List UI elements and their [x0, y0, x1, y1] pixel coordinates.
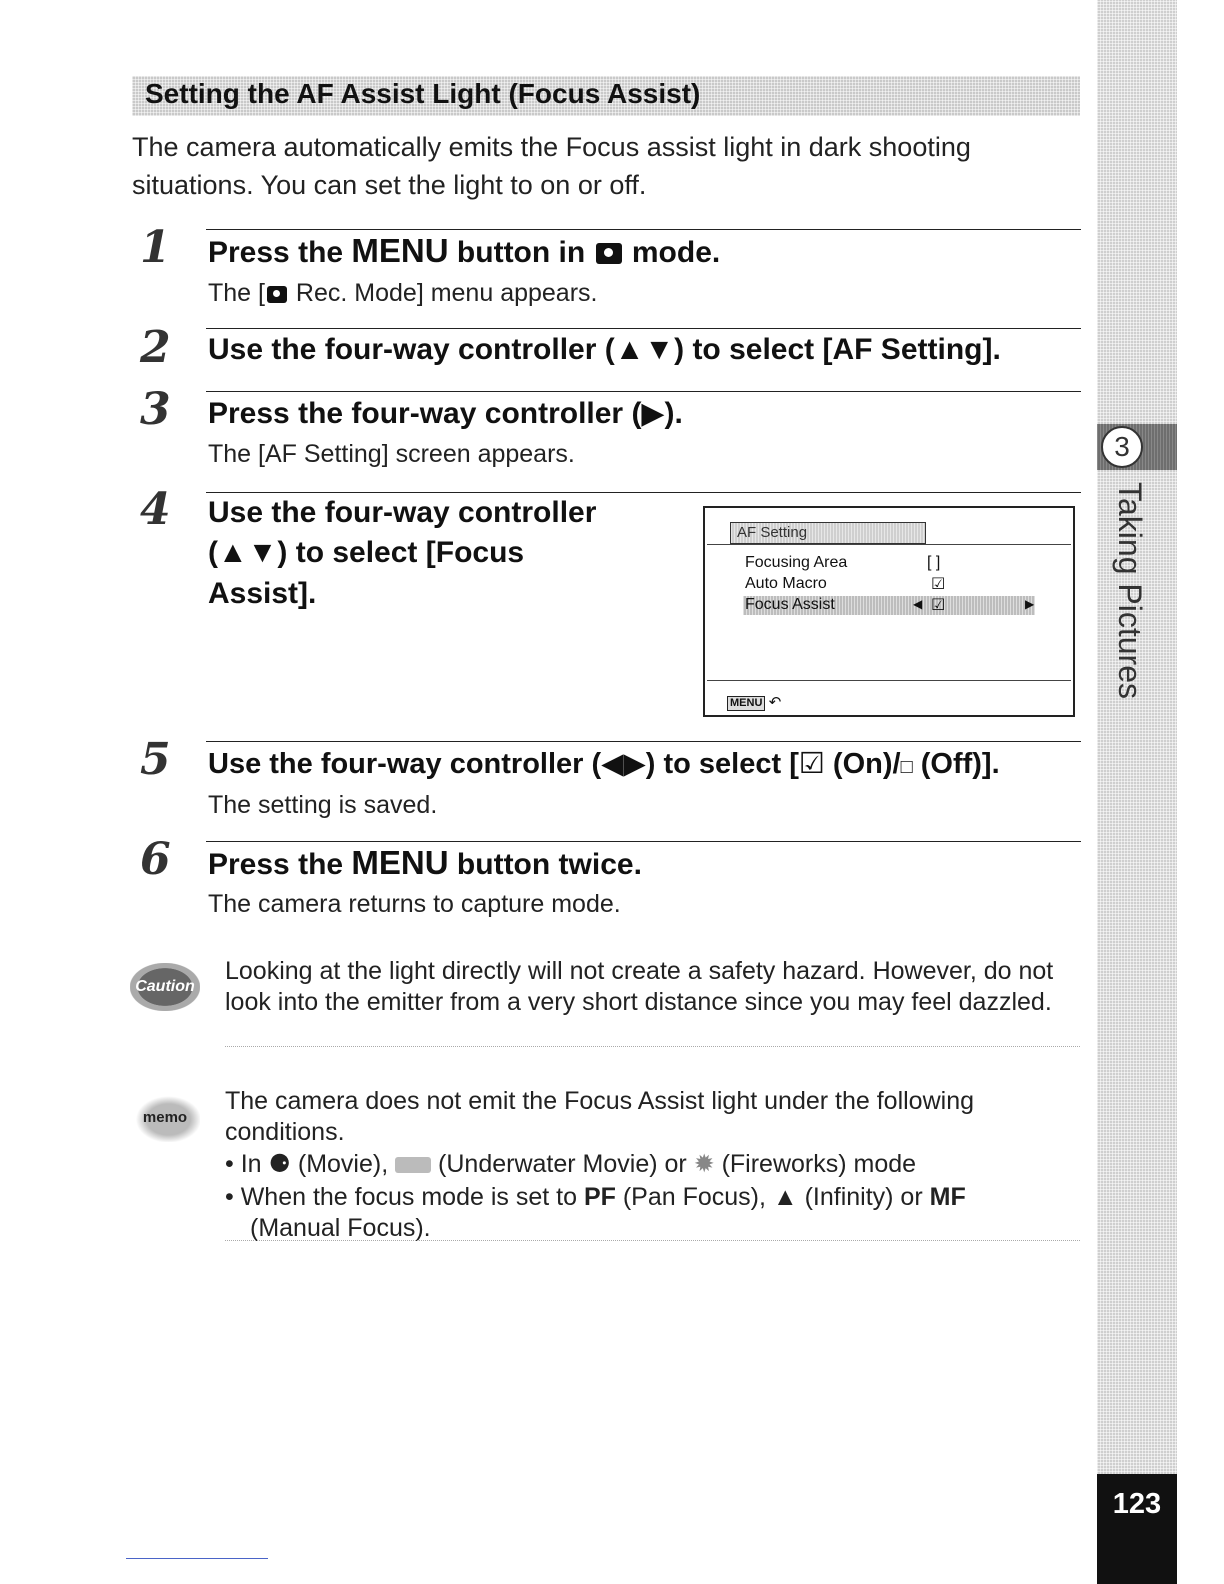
memo-bullet-text: • In — [225, 1150, 269, 1178]
menu-button-label: MENU — [351, 844, 449, 881]
memo-bullet-text: (Infinity) or — [797, 1183, 930, 1211]
step-1-desc — [208, 279, 597, 308]
lcd-row-focus-assist[interactable]: Focus Assist — [745, 596, 835, 613]
step-5-title-text: (Off)]. — [912, 748, 1000, 780]
step-5-desc: The setting is saved. — [208, 791, 438, 819]
footer-link-rule — [126, 1558, 268, 1559]
step-6-title — [208, 844, 642, 882]
step-divider — [206, 328, 1081, 329]
step-5-title-text: (On)/ — [824, 748, 901, 780]
step-number: 6 — [140, 834, 171, 885]
memo-bullet-text: • When the focus mode is set to — [225, 1183, 584, 1211]
caution-dotted-rule — [225, 1046, 1080, 1047]
memo-bullet-text: (Underwater Movie) or — [431, 1150, 694, 1178]
memo-bullet-text: (Pan Focus), — [615, 1183, 773, 1211]
checkbox-off-icon: □ — [900, 756, 913, 778]
step-4-title-line-2: (▲▼) to select [Focus — [208, 536, 525, 569]
back-arrow-icon[interactable]: ↶ — [768, 694, 782, 711]
lcd-value-auto-macro: ☑ — [931, 576, 946, 593]
right-arrow-icon[interactable]: ▶ — [1025, 597, 1035, 611]
menu-button-label: MENU — [351, 232, 449, 269]
pan-focus-label: PF — [583, 1183, 616, 1211]
memo-icon: memo — [130, 1092, 200, 1142]
step-6-title-text: Press the — [208, 848, 352, 881]
manual-focus-label: MF — [929, 1183, 966, 1211]
step-1-desc-text: Rec. Mode] menu appears. — [288, 279, 598, 307]
lcd-tab-af-setting[interactable]: AF Setting — [730, 522, 926, 544]
step-6-desc: The camera returns to capture mode. — [208, 890, 621, 918]
lcd-row-focusing-area[interactable]: Focusing Area — [745, 554, 848, 571]
infinity-icon: ▲ — [772, 1183, 798, 1211]
lcd-value-focus-assist: ☑ — [931, 597, 946, 614]
af-setting-screen — [703, 506, 1075, 717]
step-3-title: Press the four-way controller (▶). — [208, 397, 683, 430]
step-divider — [206, 741, 1081, 742]
camera-icon — [596, 243, 622, 264]
memo-bullet-1 — [225, 1149, 916, 1180]
step-number: 4 — [140, 484, 171, 535]
step-1-title-text: mode. — [623, 236, 721, 269]
step-2-title: Use the four-way controller (▲▼) to select [AF Setting]. — [208, 333, 1001, 366]
memo-bullet-text: (Fireworks) mode — [714, 1150, 917, 1178]
step-number: 2 — [140, 322, 171, 373]
memo-bullet-2-cont: (Manual Focus). — [250, 1214, 431, 1242]
lcd-footer — [727, 693, 781, 711]
movie-icon: ⚈ — [268, 1150, 291, 1178]
caution-text: Looking at the light directly will not create a safety hazard. However, do not look into the emitter from a very short distance since you may feel dazzled. — [225, 957, 1054, 1016]
step-1-title — [208, 232, 720, 270]
step-divider — [206, 391, 1081, 392]
step-5-title — [208, 746, 1000, 781]
memo-bullet-2 — [225, 1182, 966, 1213]
lcd-value-focusing-area: [ ] — [927, 554, 941, 571]
caution-icon: Caution — [130, 963, 200, 1011]
step-number: 5 — [140, 734, 171, 785]
chapter-title: Taking Pictures — [1112, 482, 1148, 699]
step-divider — [206, 841, 1081, 842]
menu-key-icon[interactable]: MENU — [727, 696, 765, 711]
lcd-row-auto-macro[interactable]: Auto Macro — [745, 575, 827, 592]
camera-icon — [267, 286, 287, 303]
intro-paragraph: The camera automatically emits the Focus assist light in dark shooting situations. You can set the light to on or off. — [132, 132, 971, 200]
memo-bullet-text: (Movie), — [290, 1150, 396, 1178]
step-6-title-text: button twice. — [448, 848, 642, 881]
step-3-desc: The [AF Setting] screen appears. — [208, 440, 575, 468]
step-5-title-text: Use the four-way controller (◀▶) to select [ — [208, 748, 799, 780]
chapter-sidebar — [1097, 0, 1177, 1478]
section-title: Setting the AF Assist Light (Focus Assist) — [145, 78, 701, 109]
lcd-divider — [707, 544, 1071, 545]
chapter-number: 3 — [1101, 426, 1143, 468]
underwater-movie-icon — [395, 1157, 431, 1173]
step-divider — [206, 229, 1081, 230]
page-number: 123 — [1097, 1474, 1177, 1584]
step-divider — [206, 492, 1081, 493]
step-number: 1 — [140, 222, 171, 273]
step-1-desc-text: The [ — [208, 279, 265, 307]
step-number: 3 — [140, 384, 171, 435]
step-1-title-text: Press the — [208, 236, 352, 269]
step-4-title-line-1: Use the four-way controller — [208, 496, 597, 529]
left-arrow-icon[interactable]: ◀ — [913, 597, 923, 611]
memo-text: The camera does not emit the Focus Assist light under the following conditions. — [225, 1087, 974, 1146]
fireworks-icon: ✹ — [693, 1150, 715, 1178]
memo-dotted-rule — [225, 1240, 1080, 1241]
checkbox-on-icon: ☑ — [798, 748, 825, 780]
lcd-divider — [707, 680, 1071, 681]
step-1-title-text: button in — [448, 236, 594, 269]
step-4-title-line-3: Assist]. — [208, 577, 317, 610]
